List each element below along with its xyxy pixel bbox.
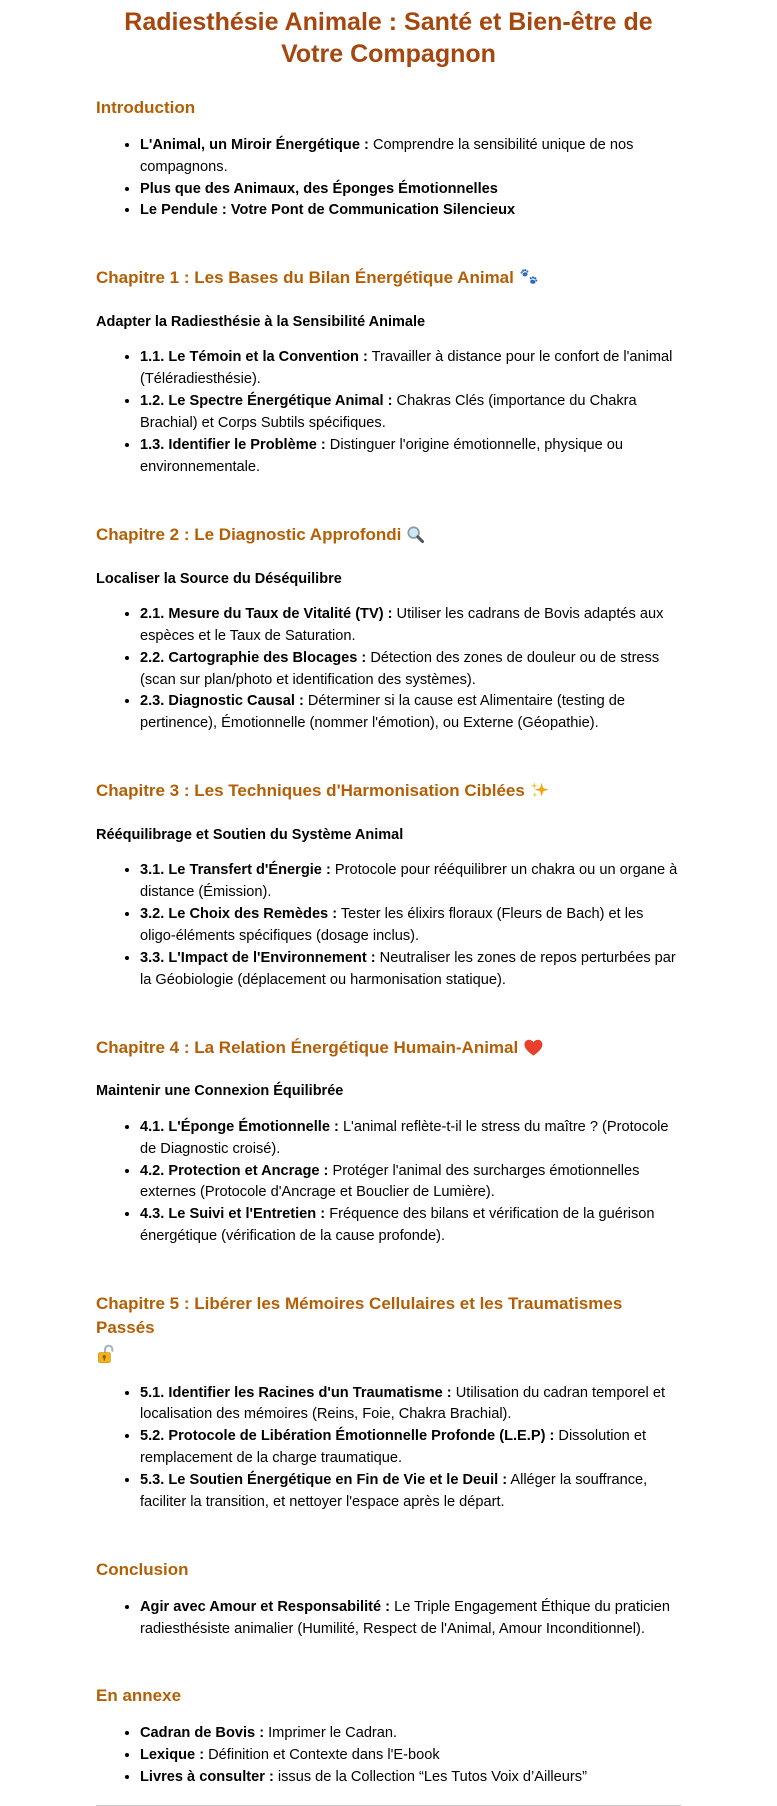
list-item [140,1470,681,1514]
list-item [140,1383,681,1427]
list-item-text: Dissolution et remplacement de la charge traumatique. [140,1428,647,1467]
list-item-text: Fréquence des bilans et vérification de la guérison énergétique (vérification de la cause profonde). [140,1206,655,1245]
open-lock-icon [96,1344,681,1368]
section-heading-chapitre-1 [96,266,681,290]
section-heading-text: Chapitre 1 : Les Bases du Bilan Énergétique Animal [96,268,514,288]
list-item-lead: 4.3. Le Suivi et l'Entretien : [140,1206,326,1223]
bullet-list [96,1117,681,1248]
section-introduction [96,96,681,222]
list-item [140,1745,681,1767]
list-item [140,435,681,479]
list-item-lead: Agir avec Amour et Responsabilité : [140,1598,391,1615]
list-item [140,179,681,201]
list-item [140,904,681,948]
section-heading-text: Chapitre 5 : Libérer les Mémoires Cellulaires et les Traumatismes Passés [96,1294,623,1337]
list-item [140,1767,681,1789]
list-item-text: Distinguer l'origine émotionnelle, physique ou environnementale. [140,437,624,475]
list-item-text: Travailler à distance pour le confort de l'animal (Téléradiesthésie). [140,349,673,388]
list-item-lead: 2.2. Cartographie des Blocages : [140,649,367,666]
list-item-text: Définition et Contexte dans l'E-book [204,1747,440,1764]
list-item-text: Utiliser les cadrans de Bovis adaptés aux espèces et le Taux de Saturation. [140,605,664,644]
section-heading-conclusion [96,1558,681,1582]
bullet-list [96,604,681,735]
bullet-list [96,1597,681,1641]
magnifying-glass-icon [406,523,425,547]
list-item-text: Neutraliser les zones de repos perturbées par la Géobiologie (déplacement ou harmonisation statique). [140,949,676,988]
list-item [140,1204,681,1248]
list-item-text: Chakras Clés (importance du Chakra Brachial) et Corps Subtils spécifiques. [140,393,637,432]
section-heading-text: Chapitre 3 : Les Techniques d'Harmonisation Ciblées [96,781,525,801]
list-item-text: Tester les élixirs floraux (Fleurs de Bach) et les oligo-éléments spécifiques (dosage inclus). [140,906,644,944]
list-item-lead: 1.2. Le Spectre Énergétique Animal : [140,393,393,410]
section-subheading: Rééquilibrage et Soutien du Système Animal [96,827,404,844]
section-heading-chapitre-2 [96,523,681,547]
list-item [140,1597,681,1641]
list-item-lead: Plus que des Animaux, des Éponges Émotionnelles [140,180,498,197]
bullet-list [96,1723,681,1789]
section-heading-introduction [96,96,681,120]
section-conclusion [96,1558,681,1641]
list-item-lead: 5.3. Le Soutien Énergétique en Fin de Vie et le Deuil : [140,1472,508,1489]
document-title: Radiesthésie Animale : Santé et Bien-être de Votre Compagnon [124,8,653,68]
bullet-list [96,1383,681,1514]
list-item [140,1161,681,1205]
section-subheading: Maintenir une Connexion Équilibrée [96,1083,344,1100]
section-heading-text: Conclusion [96,1559,189,1579]
section-chapitre-3 [96,779,681,991]
list-item [140,200,681,222]
section-heading-text: Chapitre 4 : La Relation Énergétique Humain-Animal [96,1037,519,1057]
section-subheading: Adapter la Radiesthésie à la Sensibilité Animale [96,314,426,331]
sparkles-icon [530,779,549,803]
list-item-lead: 5.1. Identifier les Racines d'un Traumatisme : [140,1384,452,1401]
list-item-lead: 1.1. Le Témoin et la Convention : [140,349,368,366]
section-chapitre-4 [96,1036,681,1248]
section-heading-text: Chapitre 2 : Le Diagnostic Approfondi [96,524,402,544]
red-heart-icon [523,1036,544,1060]
list-item-lead: Cadran de Bovis : [140,1725,265,1742]
section-heading-text: Introduction [96,98,196,117]
section-heading-chapitre-5 [96,1292,681,1367]
list-item-lead: 3.2. Le Choix des Remèdes : [140,906,338,923]
list-item [140,948,681,992]
list-item-text: Protocole pour rééquilibrer un chakra ou un organe à distance (Émission). [140,862,678,901]
section-chapitre-5 [96,1292,681,1514]
list-item-text: Alléger la souffrance, faciliter la transition, et nettoyer l'espace après le départ. [140,1472,648,1510]
list-item-text: Utilisation du cadran temporel et localisation des mémoires (Reins, Foie, Chakra Brachial). [140,1384,666,1423]
section-chapitre-2 [96,523,681,735]
list-item [140,1426,681,1470]
list-item [140,347,681,391]
paw-prints-icon [519,266,540,290]
list-item [140,648,681,692]
list-item-lead: 2.1. Mesure du Taux de Vitalité (TV) : [140,605,393,622]
list-item-lead: 4.1. L'Éponge Émotionnelle : [140,1118,339,1135]
section-en-annexe [96,1684,681,1788]
list-item-lead: 3.3. L'Impact de l'Environnement : [140,949,376,966]
list-item-text: Protéger l'animal des surcharges émotionnelles externes (Protocole d'Ancrage et Bouclier de Lumière). [140,1162,640,1201]
list-item-lead: Le Pendule : Votre Pont de Communication Silencieux [140,202,516,219]
list-item [140,860,681,904]
list-item-text: Imprimer le Cadran. [264,1725,398,1742]
list-item-text: issus de la Collection “Les Tutos Voix d’Ailleurs” [273,1769,587,1785]
section-heading-text: En annexe [96,1686,182,1706]
section-chapitre-1 [96,266,681,478]
list-item-lead: 4.2. Protection et Ancrage : [140,1162,329,1179]
section-subheading: Localiser la Source du Déséquilibre [96,570,342,587]
list-item-text: L'animal reflète-t-il le stress du maître ? (Protocole de Diagnostic croisé). [140,1118,669,1157]
bullet-list [96,135,681,223]
list-item [140,1117,681,1161]
list-item [140,691,681,735]
list-item-lead: Lexique : [140,1747,205,1764]
list-item-lead: 3.1. Le Transfert d'Énergie : [140,862,331,879]
list-item-text: Détection des zones de douleur ou de stress (scan sur plan/photo et identification des systèmes). [140,649,660,688]
list-item [140,135,681,179]
section-heading-chapitre-3 [96,779,681,803]
list-item-lead: L'Animal, un Miroir Énergétique : [140,136,369,153]
bullet-list [96,860,681,991]
list-item-lead: Livres à consulter : [140,1769,274,1785]
bullet-list [96,347,681,478]
list-item-lead: 2.3. Diagnostic Causal : [140,693,304,710]
list-item-text: Le Triple Engagement Éthique du praticien radiesthésiste animalier (Humilité, Respect de l'Animal, Amour Inconditionnel). [140,1598,670,1637]
list-item-lead: 1.3. Identifier le Problème : [140,437,326,454]
list-item [140,1723,681,1745]
list-item [140,391,681,435]
section-heading-en-annexe [96,1684,681,1708]
section-heading-chapitre-4 [96,1036,681,1060]
list-item-text: Comprendre la sensibilité unique de nos compagnons. [140,136,634,175]
list-item [140,604,681,648]
list-item-lead: 5.2. Protocole de Libération Émotionnelle Profonde (L.E.P) : [140,1428,555,1445]
list-item-text: Déterminer si la cause est Alimentaire (testing de pertinence), Émotionnelle (nommer l'émotion), ou Externe (Géopathie). [140,693,626,732]
